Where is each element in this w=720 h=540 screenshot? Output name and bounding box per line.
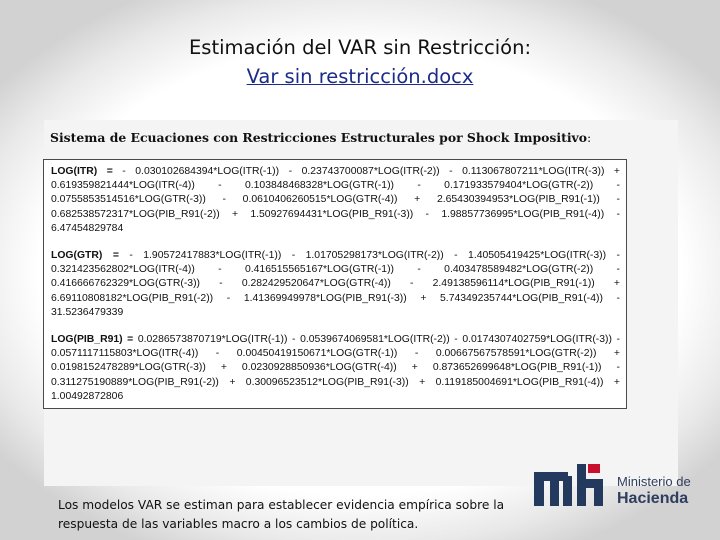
equation-rhs: - 0.030102684394*LOG(ITR(-1)) - 0.23743700087*LOG(ITR(-2)) - 0.113067807211*LOG(ITR(-3)) + 0.619359821444*LOG(ITR(-4)) - 0.103848468328*LOG(GTR(-1)) - 0.171933579404*LOG(GTR(-2)) - 0.0755853514516*LOG(GTR(-3)) - 0.0610406260515*LOG(GTR(-4)) + 2.65430394953*LOG(PIB_R91(-1)) - 0.682538572317*LOG(PIB_R91(-2)) + 1.50927694431*LOG(PIB_R91(-3)) - 1.98857736995*LOG(PIB_R91(-4)) - 6.47454829784 [51,166,621,234]
equation-lhs: LOG(GTR) = [51,250,119,262]
equation-gtr [51,249,620,320]
slide-caption: Los modelos VAR se estiman para establecer evidencia empírica sobre la respuesta de las variables macro a los cambios de política. [58,498,505,531]
equations-heading [50,130,591,145]
equations-heading-colon: : [587,130,592,145]
logo-line-1: Ministerio de [617,474,691,489]
equation-rhs: - 1.90572417883*LOG(ITR(-1)) - 1.01705298173*LOG(ITR(-2)) - 1.40505419425*LOG(ITR(-3)) - 0.321423562802*LOG(ITR(-4)) - 0.416515565167*LOG(GTR(-1)) - 0.403478589482*LOG(GTR(-2)) - 0.416666762329*LOG(GTR(-3)) - 0.282429520647*LOG(GTR(-4)) - 2.49138596114*LOG(PIB_R91(-1)) + 6.69110808182*LOG(PIB_R91(-2)) - 1.41369949978*LOG(PIB_R91(-3)) + 5.74349235744*LOG(PIB_R91(-4)) - 31.5236479339 [51,250,620,318]
equation-lhs: LOG(ITR) = [51,166,113,177]
equations-box [43,159,627,409]
logo-line-2: Hacienda [617,490,689,507]
slide-title: Estimación del VAR sin Restricción: [188,36,532,59]
slide-title-block [0,33,720,91]
equation-lhs: LOG(PIB_R91) = [51,334,134,346]
logo-text [617,473,691,507]
equation-pib [51,333,620,404]
equation-itr [51,165,620,236]
document-link[interactable]: Var sin restricción.docx [246,65,474,88]
equation-rhs: 0.0286573870719*LOG(ITR(-1)) - 0.0539674069581*LOG(ITR(-2)) - 0.0174307402759*LOG(ITR(-3)) - 0.0571117115803*LOG(ITR(-4)) - 0.00450419150671*LOG(GTR(-1)) - 0.00667567578591*LOG(GTR(-2)) + 0.0198152478289*LOG(GTR(-3)) + 0.0230928850936*LOG(GTR(-4)) + 0.873652699648*LOG(PIB_R91(-1)) - 0.311275190889*LOG(PIB_R91(-2)) + 0.30096523512*LOG(PIB_R91(-3)) + 0.119185004691*LOG(PIB_R91(-4)) + 1.00492872806 [51,334,620,402]
equations-heading-text: Sistema de Ecuaciones con Restricciones Estructurales por Shock Impositivo [50,130,588,145]
